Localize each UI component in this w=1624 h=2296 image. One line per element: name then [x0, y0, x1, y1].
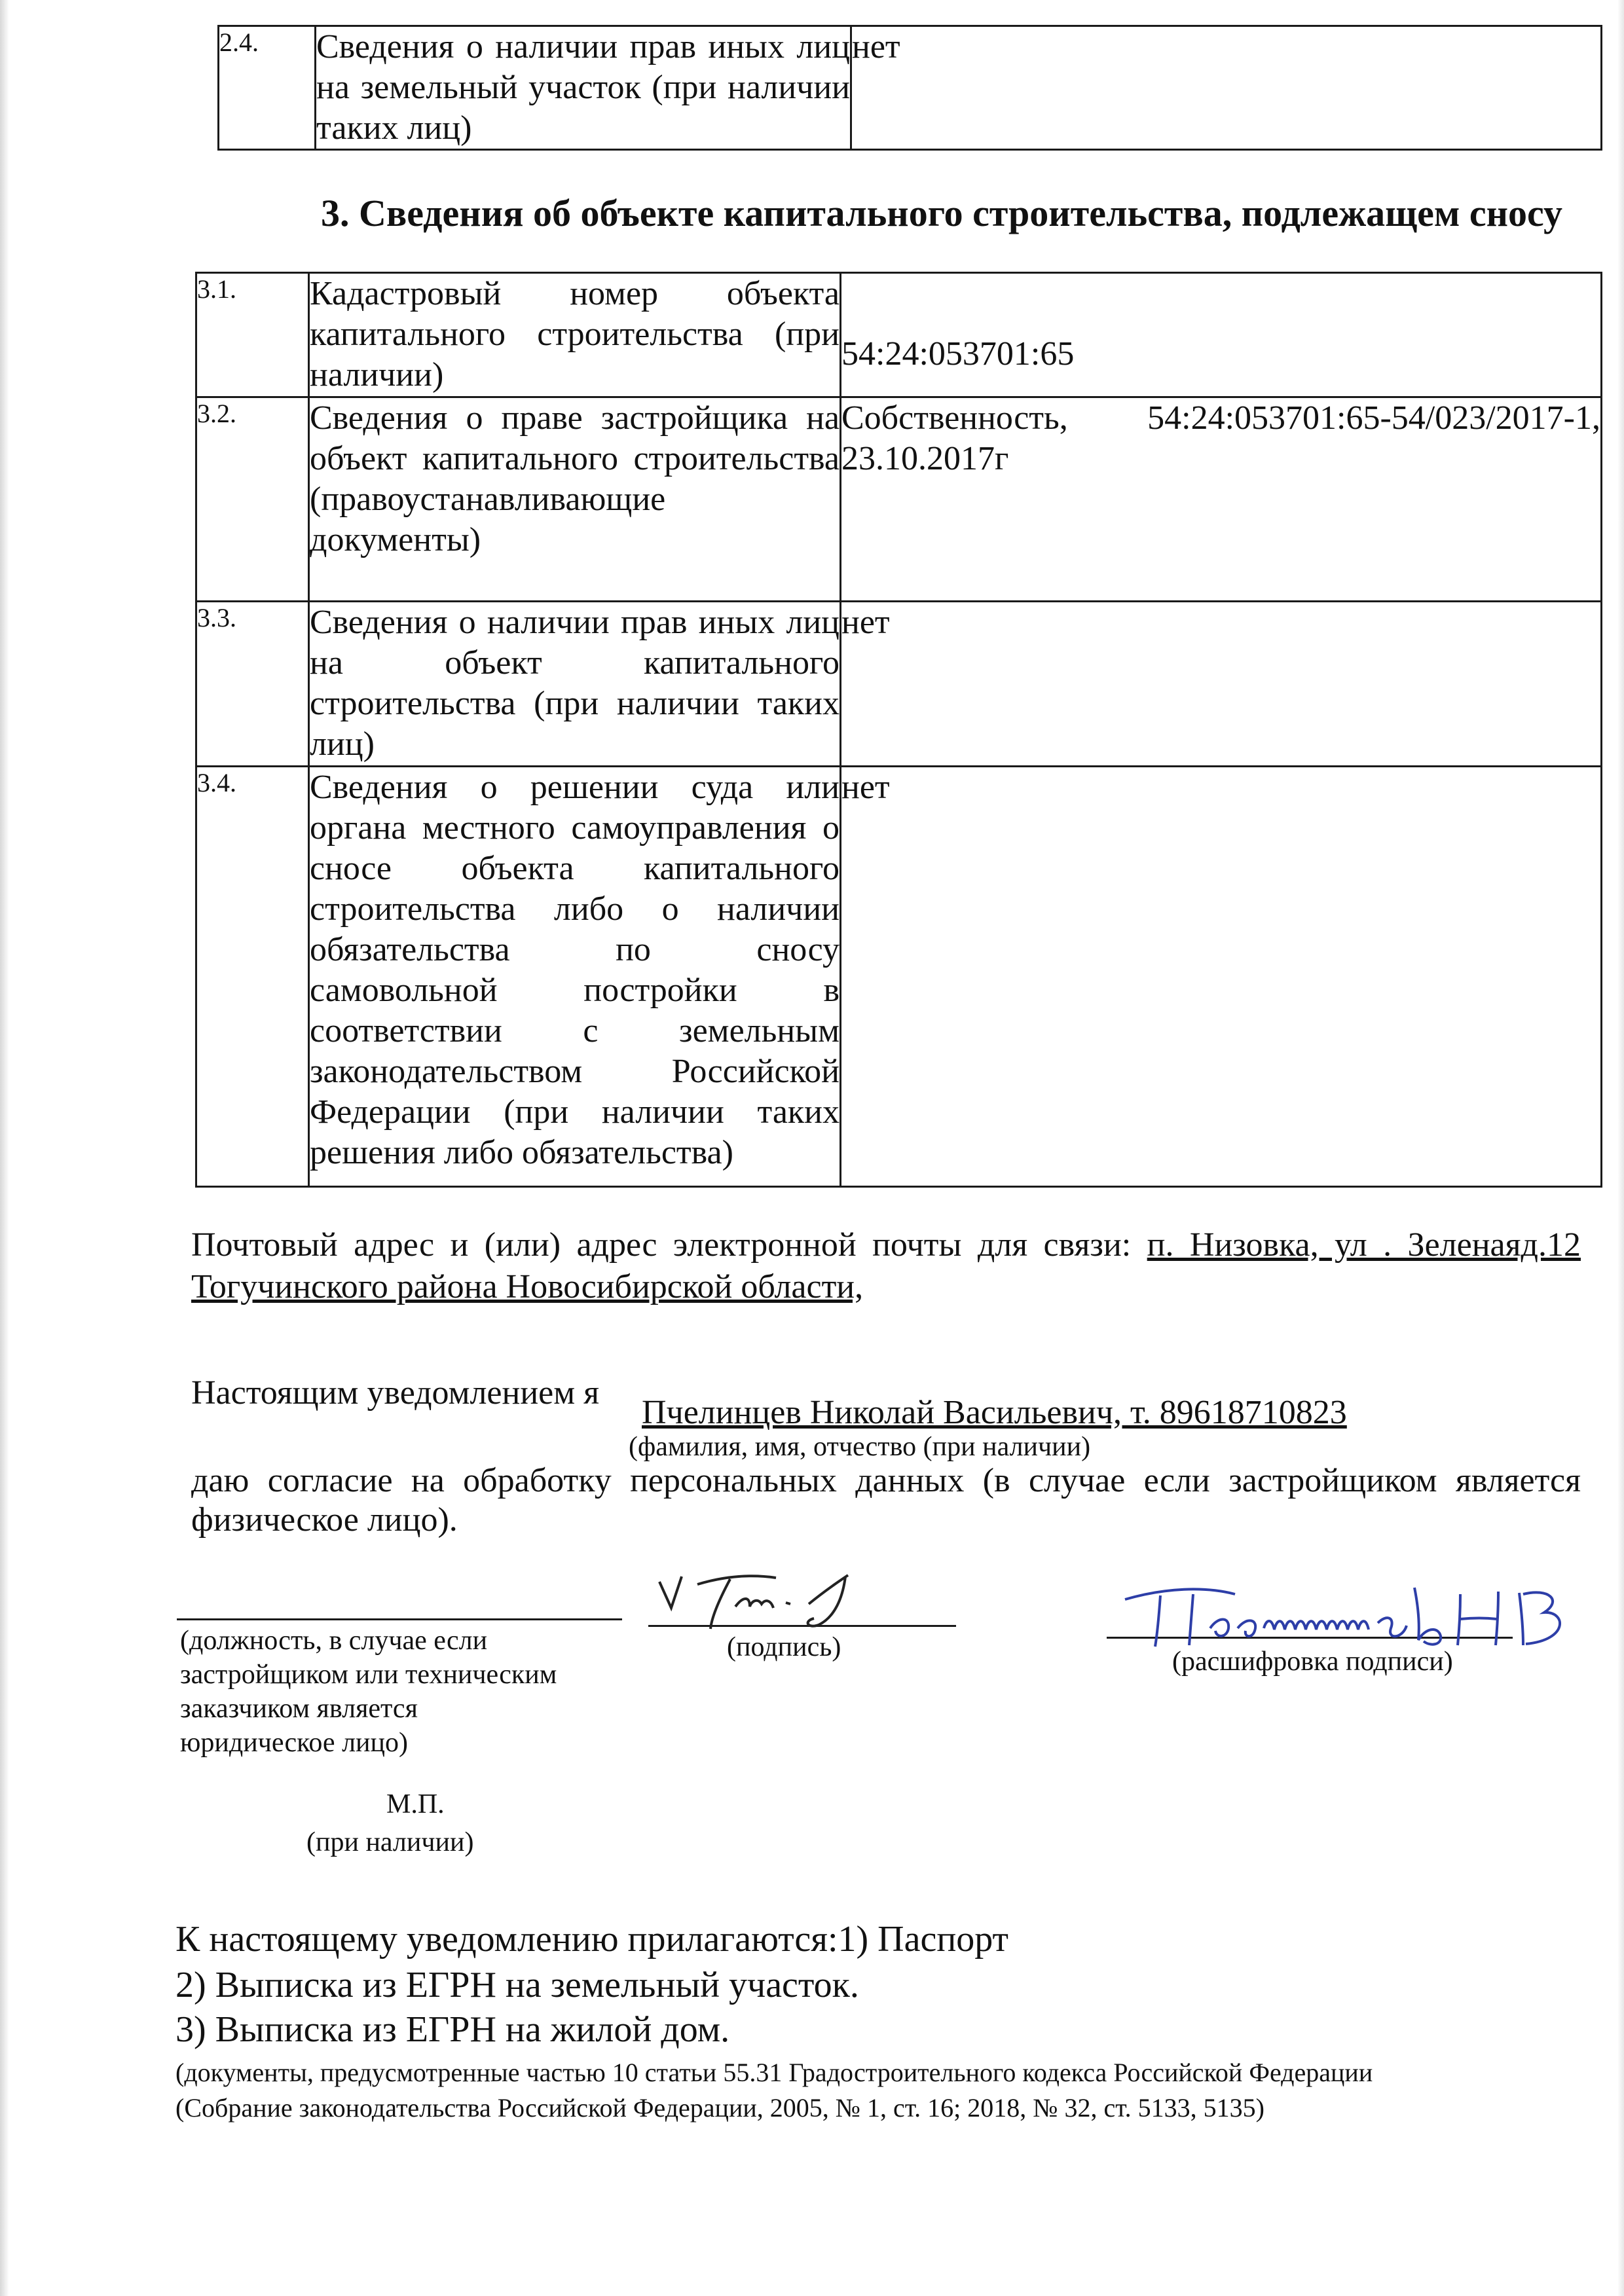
footnote-line-2: (Собрание законодательства Российской Федерации, 2005, № 1, ст. 16; 2018, № 32, ст. 5133, 5135)	[175, 2093, 1264, 2123]
stamp-label: М.П.	[386, 1789, 445, 1819]
row-value: нет	[841, 767, 1602, 1187]
scan-edge-left	[0, 0, 9, 2296]
stamp-hint: (при наличии)	[306, 1827, 474, 1857]
handwritten-decode	[1107, 1568, 1617, 1660]
row-value: Собственность, 54:24:053701:65-54/023/2017-1, 23.10.2017г	[841, 397, 1602, 602]
row-number: 2.4.	[219, 26, 316, 150]
position-label: (должность, в случае если застройщиком или техническим заказчиком является юридическое лицо)	[180, 1626, 557, 1758]
handwritten-signature	[652, 1565, 913, 1637]
table-capital-object	[195, 272, 1602, 1188]
address-label: Почтовый адрес и (или) адрес электронной почты для связи:	[191, 1226, 1147, 1264]
row-number: 3.2.	[196, 397, 309, 602]
consent-lead: Настоящим уведомлением я	[191, 1374, 600, 1412]
table-row	[196, 767, 1602, 1187]
row-number: 3.3.	[196, 602, 309, 767]
table-land-rights	[217, 25, 1602, 151]
row-description: Кадастровый номер объекта капитального строительства (при наличии)	[309, 273, 841, 397]
attachments-line-1: К настоящему уведомлению прилагаются:1) Паспорт	[175, 1919, 1009, 1959]
row-description: Сведения о наличии прав иных лиц на земельный участок (при наличии таких лиц)	[316, 26, 851, 150]
attachments-line-2: 2) Выписка из ЕГРН на земельный участок.	[175, 1965, 859, 2005]
row-number: 3.4.	[196, 767, 309, 1187]
row-description: Сведения о наличии прав иных лиц на объект капитального строительства (при наличии таких лиц)	[309, 602, 841, 767]
section-title: 3. Сведения об объекте капитального строительства, подлежащем сносу	[321, 192, 1562, 234]
table-row	[196, 602, 1602, 767]
row-value: нет	[851, 26, 1602, 150]
contact-address	[191, 1224, 1581, 1308]
applicant-name-hint: (фамилия, имя, отчество (при наличии)	[629, 1432, 1091, 1462]
address-value: п. Низовка, ул . Зеленаяд.12 Тогучинского района Новосибирской области,	[191, 1226, 1581, 1305]
scan-edge-right	[1617, 0, 1624, 2296]
position-line	[177, 1618, 622, 1620]
row-value: 54:24:053701:65	[841, 273, 1602, 397]
footnote-line-1: (документы, предусмотренные частью 10 статьи 55.31 Градостроительного кодекса Российской Федерации	[175, 2058, 1373, 2087]
decode-label: (расшифровка подписи)	[1172, 1647, 1453, 1677]
row-number: 3.1.	[196, 273, 309, 397]
table-row	[219, 26, 1602, 150]
table-row	[196, 397, 1602, 602]
table-row	[196, 273, 1602, 397]
row-value: нет	[841, 602, 1602, 767]
signature-label: (подпись)	[727, 1632, 841, 1662]
row-description: Сведения о решении суда или органа местного самоуправления о сносе объекта капитального строительства либо о наличии обязательства по сносу самовольной постройки в соответствии с земельным законодательством Российской Федерации (при наличии таких решения либо обязательства)	[309, 767, 841, 1187]
applicant-name: Пчелинцев Николай Васильевич, т. 89618710823	[642, 1394, 1347, 1431]
row-description: Сведения о праве застройщика на объект капитального строительства (правоустанавливающие документы)	[309, 397, 841, 602]
attachments-line-3: 3) Выписка из ЕГРН на жилой дом.	[175, 2009, 730, 2050]
consent-text: даю согласие на обработку персональных данных (в случае если застройщиком является физическое лицо).	[191, 1462, 1581, 1539]
